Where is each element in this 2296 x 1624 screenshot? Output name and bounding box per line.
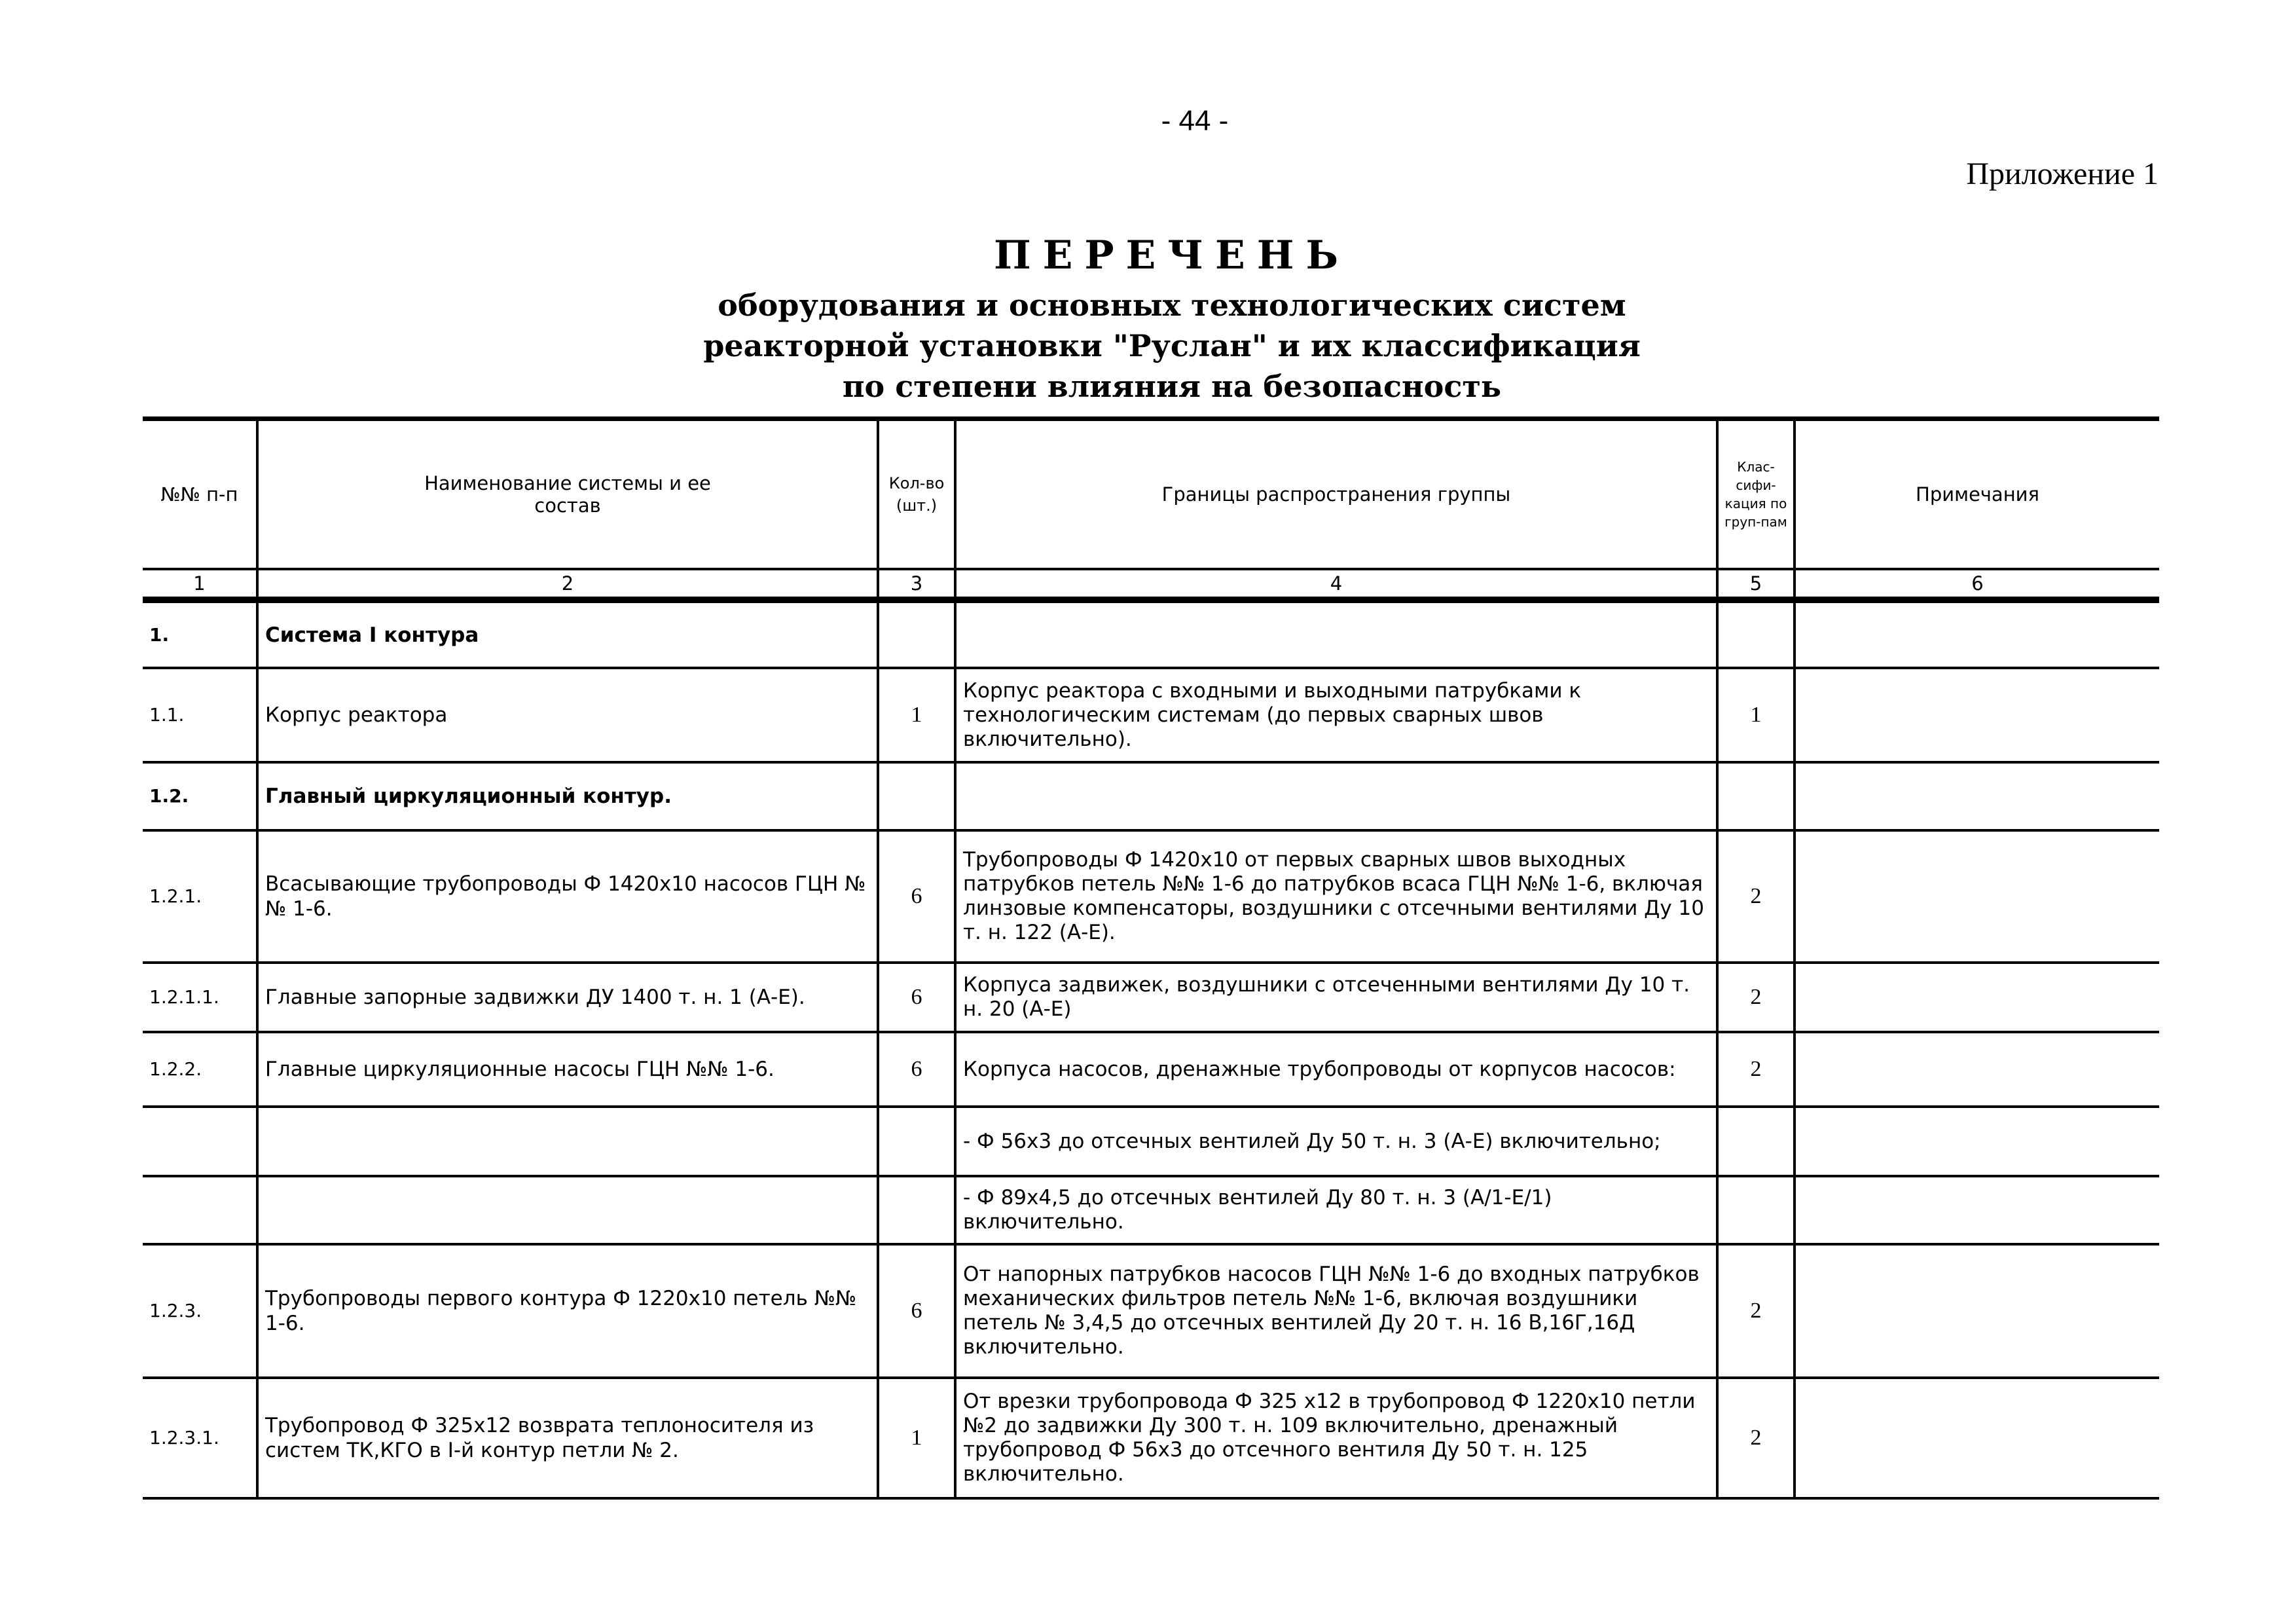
table-row xyxy=(143,963,2159,1032)
row-note xyxy=(1795,1244,2159,1378)
row-classification xyxy=(1717,762,1795,830)
row-number: 1.2.2. xyxy=(143,1032,257,1107)
row-boundaries: От врезки трубопровода Ф 325 х12 в трубопровод Ф 1220х10 петли №2 до задвижки Ду 300 т. н. 109 включительно, дренажный трубопровод Ф 56х3 до отсечного вентиля Ду 50 т. н. 125 включительно. xyxy=(955,1378,1717,1498)
row-boundaries xyxy=(955,762,1717,830)
table-row xyxy=(143,830,2159,963)
header-system-name: Наименование системы и ее состав xyxy=(257,419,878,570)
table-row xyxy=(143,762,2159,830)
row-number xyxy=(143,1107,257,1176)
row-number: 1.2.1.1. xyxy=(143,963,257,1032)
row-system-name: Главные запорные задвижки ДУ 1400 т. н. 1 (А-Е). xyxy=(257,963,878,1032)
row-boundaries: Корпуса насосов, дренажные трубопроводы от корпусов насосов: xyxy=(955,1032,1717,1107)
row-note xyxy=(1795,1378,2159,1498)
row-system-name: Корпус реактора xyxy=(257,668,878,762)
row-system-name: Главный циркуляционный контур. xyxy=(257,762,878,830)
row-system-name xyxy=(257,1176,878,1244)
table-row xyxy=(143,1378,2159,1498)
title-line-1: оборудования и основных технологических систем xyxy=(718,287,1626,323)
row-system-name xyxy=(257,1107,878,1176)
row-quantity xyxy=(878,762,955,830)
row-classification: 2 xyxy=(1717,1378,1795,1498)
row-note xyxy=(1795,1107,2159,1176)
table-row xyxy=(143,1032,2159,1107)
row-system-name: Всасывающие трубопроводы Ф 1420х10 насосов ГЦН №№ 1-6. xyxy=(257,830,878,963)
row-quantity: 6 xyxy=(878,963,955,1032)
row-note xyxy=(1795,1032,2159,1107)
column-number: 6 xyxy=(1795,569,2159,600)
row-boundaries: Трубопроводы Ф 1420х10 от первых сварных швов выходных патрубков петель №№ 1-6 до патрубков всаса ГЦН №№ 1-6, включая линзовые компенсаторы, воздушники с отсечными вентилями Ду 10 т. н. 122 (А-Е). xyxy=(955,830,1717,963)
row-quantity xyxy=(878,1107,955,1176)
row-boundaries: - Ф 56х3 до отсечных вентилей Ду 50 т. н. 3 (А-Е) включительно; xyxy=(955,1107,1717,1176)
title-main: ПЕРЕЧЕНЬ xyxy=(994,232,1350,278)
row-quantity: 1 xyxy=(878,668,955,762)
row-quantity: 6 xyxy=(878,1032,955,1107)
row-classification xyxy=(1717,1176,1795,1244)
row-classification: 1 xyxy=(1717,668,1795,762)
column-number: 2 xyxy=(257,569,878,600)
row-boundaries: - Ф 89х4,5 до отсечных вентилей Ду 80 т. н. 3 (А/1-Е/1) включительно. xyxy=(955,1176,1717,1244)
row-number: 1.2.1. xyxy=(143,830,257,963)
appendix-label: Приложение 1 xyxy=(1966,157,2159,191)
equipment-table xyxy=(143,416,2159,1500)
row-note xyxy=(1795,830,2159,963)
row-number: 1.1. xyxy=(143,668,257,762)
row-classification: 2 xyxy=(1717,1244,1795,1378)
table-row xyxy=(143,1107,2159,1176)
table-header-row xyxy=(143,419,2159,570)
title-line-3: по степени влияния на безопасность xyxy=(842,369,1502,404)
row-quantity: 6 xyxy=(878,830,955,963)
table-row xyxy=(143,668,2159,762)
column-number: 5 xyxy=(1717,569,1795,600)
header-boundaries: Границы распространения группы xyxy=(955,419,1717,570)
table-row xyxy=(143,600,2159,668)
page-number: - 44 - xyxy=(1161,105,1229,137)
row-quantity: 1 xyxy=(878,1378,955,1498)
row-boundaries xyxy=(955,600,1717,668)
row-number: 1.2.3.1. xyxy=(143,1378,257,1498)
row-boundaries: Корпус реактора с входными и выходными патрубками к технологическим системам (до первых сварных швов включительно). xyxy=(955,668,1717,762)
row-quantity: 6 xyxy=(878,1244,955,1378)
row-system-name: Система I контура xyxy=(257,600,878,668)
row-note xyxy=(1795,600,2159,668)
row-note xyxy=(1795,963,2159,1032)
row-note xyxy=(1795,762,2159,830)
row-classification xyxy=(1717,600,1795,668)
row-classification: 2 xyxy=(1717,963,1795,1032)
column-number-row xyxy=(143,569,2159,600)
row-quantity xyxy=(878,600,955,668)
row-classification: 2 xyxy=(1717,1032,1795,1107)
row-number: 1.2.3. xyxy=(143,1244,257,1378)
row-system-name: Трубопровод Ф 325х12 возврата теплоносителя из систем ТК,КГО в I-й контур петли № 2. xyxy=(257,1378,878,1498)
row-classification xyxy=(1717,1107,1795,1176)
header-quantity: Кол-во (шт.) xyxy=(878,419,955,570)
row-system-name: Трубопроводы первого контура Ф 1220х10 петель №№ 1-6. xyxy=(257,1244,878,1378)
table-row xyxy=(143,1244,2159,1378)
table-row xyxy=(143,1176,2159,1244)
row-number: 1.2. xyxy=(143,762,257,830)
title-line-2: реакторной установки "Руслан" и их классификация xyxy=(703,328,1641,363)
row-note xyxy=(1795,668,2159,762)
row-quantity xyxy=(878,1176,955,1244)
row-number: 1. xyxy=(143,600,257,668)
header-classification: Клас-сифи-кация по груп-пам xyxy=(1717,419,1795,570)
column-number: 3 xyxy=(878,569,955,600)
document-title xyxy=(0,232,2296,407)
header-number: №№ п-п xyxy=(143,419,257,570)
row-system-name: Главные циркуляционные насосы ГЦН №№ 1-6. xyxy=(257,1032,878,1107)
row-note xyxy=(1795,1176,2159,1244)
row-number xyxy=(143,1176,257,1244)
row-classification: 2 xyxy=(1717,830,1795,963)
header-notes: Примечания xyxy=(1795,419,2159,570)
row-boundaries: Корпуса задвижек, воздушники с отсеченными вентилями Ду 10 т. н. 20 (А-Е) xyxy=(955,963,1717,1032)
row-boundaries: От напорных патрубков насосов ГЦН №№ 1-6 до входных патрубков механических фильтров петель №№ 1-6, включая воздушники петель № 3,4,5 до отсечных вентилей Ду 20 т. н. 16 В,16Г,16Д включительно. xyxy=(955,1244,1717,1378)
column-number: 1 xyxy=(143,569,257,600)
column-number: 4 xyxy=(955,569,1717,600)
